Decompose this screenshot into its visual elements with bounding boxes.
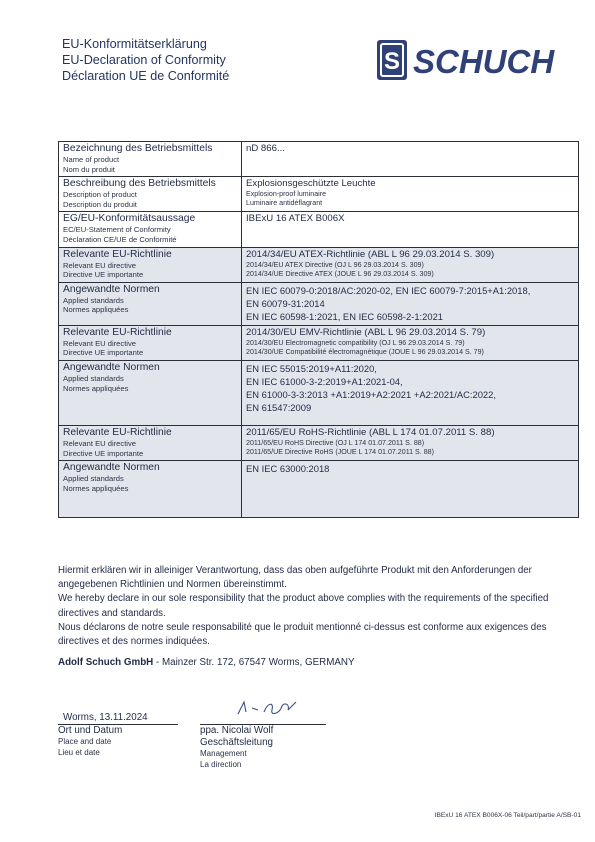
table-row	[59, 177, 579, 212]
row-label: Beschreibung des Betriebsmittels	[63, 178, 216, 190]
row-label-fr: Déclaration CE/UE de Conformité	[63, 234, 177, 244]
row-label: Angewandte Normen	[63, 361, 160, 373]
row-label-cell	[59, 425, 242, 460]
signer-name: ppa. Nicolai Wolf	[200, 725, 274, 736]
row-value-cell	[242, 212, 579, 247]
row-value: nD 866...	[246, 143, 285, 154]
row-value-cell	[242, 177, 579, 212]
place-date-block	[58, 711, 178, 758]
table-row	[59, 360, 579, 425]
row-label: Relevante EU-Richtlinie	[63, 426, 172, 438]
row-label-en: EC/EU-Statement of Conformity	[63, 225, 171, 235]
row-label-fr: Nom du produit	[63, 164, 115, 174]
row-label-cell	[59, 177, 242, 212]
row-label-cell	[59, 142, 242, 177]
row-label-en: Name of product	[63, 155, 120, 164]
signer-block	[200, 711, 326, 770]
title-fr: Déclaration UE de Conformité	[62, 69, 230, 83]
row-value-cell	[242, 325, 579, 360]
statement-de: Hiermit erklären wir in alleiniger Verantwortung, dass das oben aufgeführte Produkt mit den Anforderungen der angegebenen Richtlinien und Normen übereinstimmt.	[58, 565, 532, 591]
table-row	[59, 425, 579, 460]
row-label-fr: Directive UE importante	[63, 348, 144, 358]
schuch-logo	[375, 37, 575, 83]
row-label-en: Applied standards	[63, 474, 124, 484]
row-label-fr: Normes appliquées	[63, 483, 129, 493]
row-value-translation: Explosion-proof luminaire	[246, 190, 327, 199]
row-label: Bezeichnung des Betriebsmittels	[63, 143, 213, 154]
document-title	[62, 36, 229, 84]
row-label: EG/EU-Konformitätsaussage	[63, 213, 196, 225]
row-label-cell	[59, 212, 242, 247]
row-label-cell	[59, 461, 242, 518]
row-value-translation: 2011/65/EU RoHS Directive (OJ L 174 01.07.2011 S. 88)	[246, 438, 425, 447]
row-label-en: Relevant EU directive	[63, 260, 137, 270]
row-value-cell	[242, 360, 579, 425]
row-value: 2011/65/EU RoHS-Richtlinie (ABL L 174 01.07.2011 S. 88)	[246, 426, 495, 438]
row-label-en: Relevant EU directive	[63, 338, 137, 348]
document-reference: IBExU 16 ATEX B006X-06 Teil/part/partie A/SB-01	[434, 812, 581, 819]
title-en: EU-Declaration of Conformity	[62, 53, 226, 67]
row-label-fr: Normes appliquées	[63, 305, 129, 315]
row-label-fr: Normes appliquées	[63, 383, 129, 393]
row-value: 2014/30/EU EMV-Richtlinie (ABL L 96 29.03.2014 S. 79)	[246, 326, 486, 338]
row-value-translation: 2014/34/EU ATEX Directive (OJ L 96 29.03.2014 S. 309)	[246, 260, 424, 269]
title-de: EU-Konformitätserklärung	[62, 37, 207, 51]
row-label-en: Description of product	[63, 190, 137, 200]
row-label: Relevante EU-Richtlinie	[63, 248, 172, 260]
logo-wordmark: SCHUCH	[413, 43, 555, 80]
row-label-en: Applied standards	[63, 295, 124, 305]
signer-role-fr: La direction	[200, 759, 242, 769]
row-label-fr: Directive UE importante	[63, 448, 144, 458]
standard-line: EN IEC 61000-3-2:2019+A1:2021-04,	[246, 375, 403, 387]
standard-line: EN IEC 55015:2019+A11:2020,	[246, 362, 377, 374]
row-value-translation: 2014/34/UE Directive ATEX (JOUE L 96 29.03.2014 S. 309)	[246, 269, 434, 278]
company-name: Adolf Schuch GmbH	[58, 657, 154, 668]
row-label-en: Applied standards	[63, 373, 124, 383]
row-label: Relevante EU-Richtlinie	[63, 326, 172, 338]
standard-line: EN IEC 60598-1:2021, EN IEC 60598-2-1:2021	[246, 310, 443, 322]
row-label: Angewandte Normen	[63, 462, 160, 474]
standard-line: EN 61000-3-3:2013 +A1:2019+A2:2021 +A2:2021/AC:2022,	[246, 388, 496, 400]
company-street: - Mainzer Str. 172, 67547 Worms, GERMANY	[153, 657, 355, 668]
place-label-fr: Lieu et date	[58, 747, 100, 757]
table-row	[59, 247, 579, 282]
signer-role-en: Management	[200, 749, 247, 758]
place-label-de: Ort und Datum	[58, 725, 123, 736]
row-value: IBExU 16 ATEX B006X	[246, 213, 345, 225]
row-label-cell	[59, 360, 242, 425]
sign-date: Worms, 13.11.2024	[63, 712, 148, 723]
row-value-cell	[242, 247, 579, 282]
declaration-table	[58, 141, 579, 518]
row-value-cell	[242, 461, 579, 518]
table-row	[59, 325, 579, 360]
place-label-en: Place and date	[58, 737, 112, 746]
table-row	[59, 142, 579, 177]
statement-en: We hereby declare in our sole responsibility that the product above complies with the requirements of the specified directives and standards.	[58, 593, 549, 619]
statement-fr: Nous déclarons de notre seule responsabilité que le produit mentionné ci-dessus est conforme aux exigences des directives et des normes indiquées.	[58, 621, 547, 648]
row-value-cell	[242, 142, 579, 177]
table-row	[59, 461, 579, 518]
row-value-cell	[242, 282, 579, 325]
row-value: Explosionsgeschützte Leuchte	[246, 178, 376, 190]
row-value: 2014/34/EU ATEX-Richtlinie (ABL L 96 29.03.2014 S. 309)	[246, 248, 495, 260]
signer-role-de: Geschäftsleitung	[200, 737, 273, 748]
row-label-fr: Directive UE importante	[63, 270, 144, 280]
row-label: Angewandte Normen	[63, 283, 160, 295]
row-label-en: Relevant EU directive	[63, 438, 137, 448]
row-label-cell	[59, 282, 242, 325]
row-value-translation: 2014/30/EU Electromagnetic compatibility (OJ L 96 29.03.2014 S. 79)	[246, 338, 465, 347]
standard-line: EN IEC 60079-0:2018/AC:2020-02, EN IEC 60079-7:2015+A1:2018,	[246, 284, 531, 296]
standard-line: EN IEC 63000:2018	[246, 463, 330, 475]
row-label-cell	[59, 247, 242, 282]
logo-emblem: S	[383, 48, 401, 75]
company-address	[58, 657, 355, 668]
row-label-cell	[59, 325, 242, 360]
declaration-statement	[58, 564, 588, 649]
standard-line: EN 61547:2009	[246, 401, 312, 413]
standard-line: EN 60079-31:2014	[246, 297, 325, 309]
table-row	[59, 282, 579, 325]
table-row	[59, 212, 579, 247]
row-value-translation: 2011/65/UE Directive RoHS (JOUE L 174 01.07.2011 S. 88)	[246, 448, 434, 457]
row-value-translation: 2014/30/UE Compatibilité électromagnétique (JOUE L 96 29.03.2014 S. 79)	[246, 347, 484, 356]
row-value-cell	[242, 425, 579, 460]
row-label-fr: Description du produit	[63, 199, 137, 209]
row-value-translation: Luminaire antidéflagrant	[246, 199, 323, 208]
